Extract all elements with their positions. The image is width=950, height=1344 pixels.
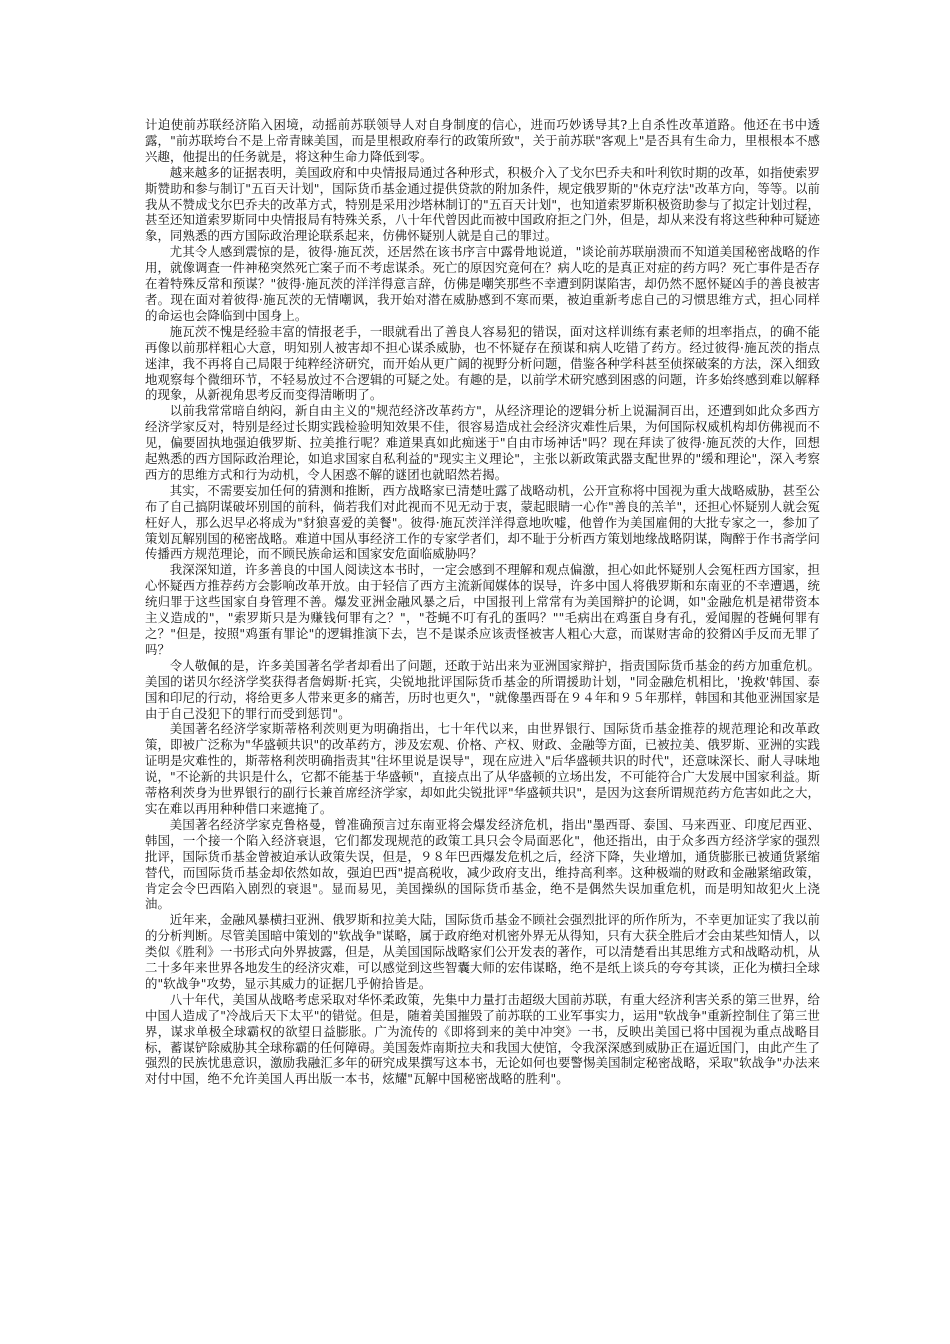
paragraph-1: 计迫使前苏联经济陷入困境，动摇前苏联领导人对自身制度的信心，进而巧妙诱导其?上自杀性改革道路。他还在书中透露，"前苏联垮台不是上帝青睐美国，而是里根政府奉行的政策所致"，关于前苏联"客观上"是否具有生命力，里根根本不感兴趣，他提出的任务就是，将这种生命力降低到零。 [145, 117, 820, 164]
paragraph-7: 我深深知道，许多善良的中国人阅读这本书时，一定会感到不理解和观点偏激，担心如此怀疑别人会冤枉西方国家，担心怀疑西方推荐药方会影响改革开放。由于轻信了西方主流新闻媒体的误导，许多中国人将俄罗斯和东南亚的不幸遭遇，统统归罪于这些国家自身管理不善。爆发亚洲金融风暴之后，中国报刊上常常有为美国辩护的论调，如"金融危机是裙带资本主义造成的"，"索罗斯只是为赚钱何罪有之？"，"苍蝇不叮有孔的蛋吗？""毛病出在鸡蛋自身有孔，爱闻腥的苍蝇何罪有之？"但是，按照"鸡蛋有罪论"的逻辑推演下去，岂不是谋杀应该责怪被害人粗心大意，而谋财害命的狡猾凶手反而无罪了吗？ [145, 562, 820, 657]
paragraph-10: 美国著名经济学家克鲁格曼，曾准确预言过东南亚将会爆发经济危机，指出"墨西哥、泰国、马来西亚、印度尼西亚、韩国，一个接一个陷入经济衰退，它们都发现规范的政策工具只会令局面恶化"，他还指出，由于众多西方经济学家的强烈批评，国际货币基金曾被迫承认政策失误，但是，９８年巴西爆发危机之后，经济下降，失业增加，通货膨胀已被通货紧缩替代，而国际货币基金却依然如故，强迫巴西"提高税收，减少政府支出，维持高利率。这种极端的财政和金融紧缩政策，肯定会令巴西陷入剧烈的衰退"。显而易见，美国操纵的国际货币基金，绝不是偶然失误加重危机，而是明知故犯火上浇油。 [145, 816, 820, 912]
paragraph-2: 越来越多的证据表明，美国政府和中央情报局通过各种形式，积极介入了戈尔巴乔夫和叶利钦时期的改革，如指使索罗斯赞助和参与制订"五百天计划"，国际货币基金通过提供贷款的附加条件，规定俄罗斯的"休克疗法"改革方向，等等。以前我从不赞成戈尔巴乔夫的改革方式，特别是采用沙塔林制订的"五百天计划"，也知道索罗斯积极资助参与了拟定计划过程，甚至还知道索罗斯同中央情报局有特殊关系，八十年代曾因此而被中国政府拒之门外，但是，却从来没有将这些种种可疑迹象，同熟悉的西方国际政治理论联系起来，仿佛怀疑别人就是自己的罪过。 [145, 164, 820, 244]
paragraph-4: 施瓦茨不愧是经验丰富的情报老手，一眼就看出了善良人容易犯的错误，面对这样训练有素老师的坦率指点，的确不能再像以前那样粗心大意，明知别人被害却不担心谋杀威胁，也不怀疑存在预谋和病人吃错了药方。经过彼得·施瓦茨的指点迷津，我不再将自己局限于纯粹经济研究，而开始从更广阔的视野分析问题，借鉴各种学科甚至侦探破案的方法，深入细致地观察每个微细环节，不轻易放过不合逻辑的可疑之处。有趣的是，以前学术研究感到困惑的问题，许多始终感到难以解释的现象，从新视角思考反而变得清晰明了。 [145, 323, 820, 403]
document-page [145, 117, 820, 1087]
paragraph-3: 尤其令人感到震惊的是，彼得·施瓦茨，还居然在该书序言中露骨地说道，"谈论前苏联崩溃而不知道美国秘密战略的作用，就像调查一件神秘突然死亡案子而不考虑谋杀。死亡的原因究竟何在？病人吃的是真正对症的药方吗？死亡事件是否存在着特殊反常和预谋？"彼得·施瓦茨的洋洋得意言辞，仿佛是嘲笑那些不幸遭到阴谋陷害，却仍然不愿怀疑凶手的善良被害者。现在面对着彼得·施瓦茨的无情嘲讽，我开始对潜在威胁感到不寒而栗，被迫重新考虑自己的习惯思维方式，担心同样的命运也会降临到中国身上。 [145, 244, 820, 323]
paragraph-9: 美国著名经济学家斯蒂格利茨则更为明确指出，七十年代以来，由世界银行、国际货币基金推荐的规范理论和改革政策，即被广泛称为"华盛顿共识"的改革药方，涉及宏观、价格、产权、财政、金融等方面，已被拉美、俄罗斯、亚洲的实践证明是灾难性的，斯蒂格利茨明确指责其"往坏里说是误导"，现在应进入"后华盛顿共识的时代"，还意味深长、耐人寻味地说，"不论新的共识是什么，它都不能基于华盛顿"，直接点出了从华盛顿的立场出发，不可能符合广大发展中国家利益。斯蒂格利茨身为世界银行的副行长兼首席经济学家，却如此尖锐批评"华盛顿共识"，是因为这套所谓规范药方危害如此之大，实在难以再用种种借口来遮掩了。 [145, 721, 820, 816]
paragraph-6: 其实，不需要妄加任何的猜测和推断，西方战略家已清楚吐露了战略动机，公开宣称将中国视为重大战略威胁，甚至公布了自己搞阴谋破坏别国的前科，倘若我们对此视而不见无动于衷，蒙起眼睛一心作"善良的羔羊"，还担心怀疑别人就会冤枉好人，那么迟早必将成为"豺狼喜爱的美餐"。彼得·施瓦茨洋洋得意地吹嘘，他曾作为美国雇佣的大批专家之一，参加了策划瓦解别国的秘密战略。难道中国从事经济工作的专家学者们，却不耻于分析西方策划地缘战略阴谋，陶醉于作书斋学问传播西方规范理论，而不顾民族命运和国家安危面临威胁吗？ [145, 482, 820, 562]
paragraph-8: 令人敬佩的是，许多美国著名学者却看出了问题，还敢于站出来为亚洲国家辩护，指责国际货币基金的药方加重危机。美国的诺贝尔经济学奖获得者詹姆斯·托宾，尖锐地批评国际货币基金的所谓援助计划，"同金融危机相比，'挽救'韩国、泰国和印尼的行动，将给更多人带来更多的痛苦，历时也更久"，"就像墨西哥在９４年和９５年那样，韩国和其他亚洲国家是由于自己没犯下的罪行而受到惩罚"。 [145, 657, 820, 721]
paragraph-11: 近年来，金融风暴横扫亚洲、俄罗斯和拉美大陆，国际货币基金不顾社会强烈批评的所作所为，不幸更加证实了我以前的分析判断。尽管美国暗中策划的"软战争"谋略，属于政府绝对机密外界无从得知，只有大获全胜后才会由某些知情人，以类似《胜利》一书形式向外界披露，但是，从美国国际战略家们公开发表的著作，可以清楚看出其思维方式和战略动机，从二十多年来世界各地发生的经济灾难，可以感觉到这些智囊大师的宏伟谋略，绝不是纸上谈兵的夸夸其谈，正化为横扫全球的"软战争"攻势，显示其威力的证据几乎俯拾皆是。 [145, 912, 820, 991]
paragraph-5: 以前我常常暗自纳闷，新自由主义的"规范经济改革药方"，从经济理论的逻辑分析上说漏洞百出，还遭到如此众多西方经济学家反对，特别是经过长期实践检验明知效果不佳，很容易造成社会经济灾难性后果，为何国际权威机构却仿佛视而不见，偏要固执地强迫俄罗斯、拉美推行呢？难道果真如此痴迷于"自由市场神话"吗？现在拜读了彼得·施瓦茨的大作，回想起熟悉的西方国际政治理论，如追求国家自私利益的"现实主义理论"，主张以新政策武器支配世界的"缓和理论"，深入考察西方的思维方式和行为动机，令人困惑不解的谜团也就昭然若揭。 [145, 403, 820, 482]
paragraph-12: 八十年代，美国从战略考虑采取对华怀柔政策，先集中力量打击超级大国前苏联，有重大经济利害关系的第三世界，给中国人造成了"冷战后天下太平"的错觉。但是，随着美国摧毁了前苏联的工业军事实力，运用"软战争"重新控制住了第三世界，谋求单极全球霸权的欲望日益膨胀。广为流传的《即将到来的美中冲突》一书，反映出美国已将中国视为重点战略目标，蓄谋铲除威胁其全球称霸的任何障碍。美国轰炸南斯拉夫和我国大使馆，令我深深感到威胁正在逼近国门，由此产生了强烈的民族忧患意识，激励我融汇多年的研究成果撰写这本书，无论如何也要警惕美国制定秘密战略，采取"软战争"办法来对付中国，绝不允许美国人再出版一本书，炫耀"瓦解中国秘密战略的胜利"。 [145, 991, 820, 1087]
